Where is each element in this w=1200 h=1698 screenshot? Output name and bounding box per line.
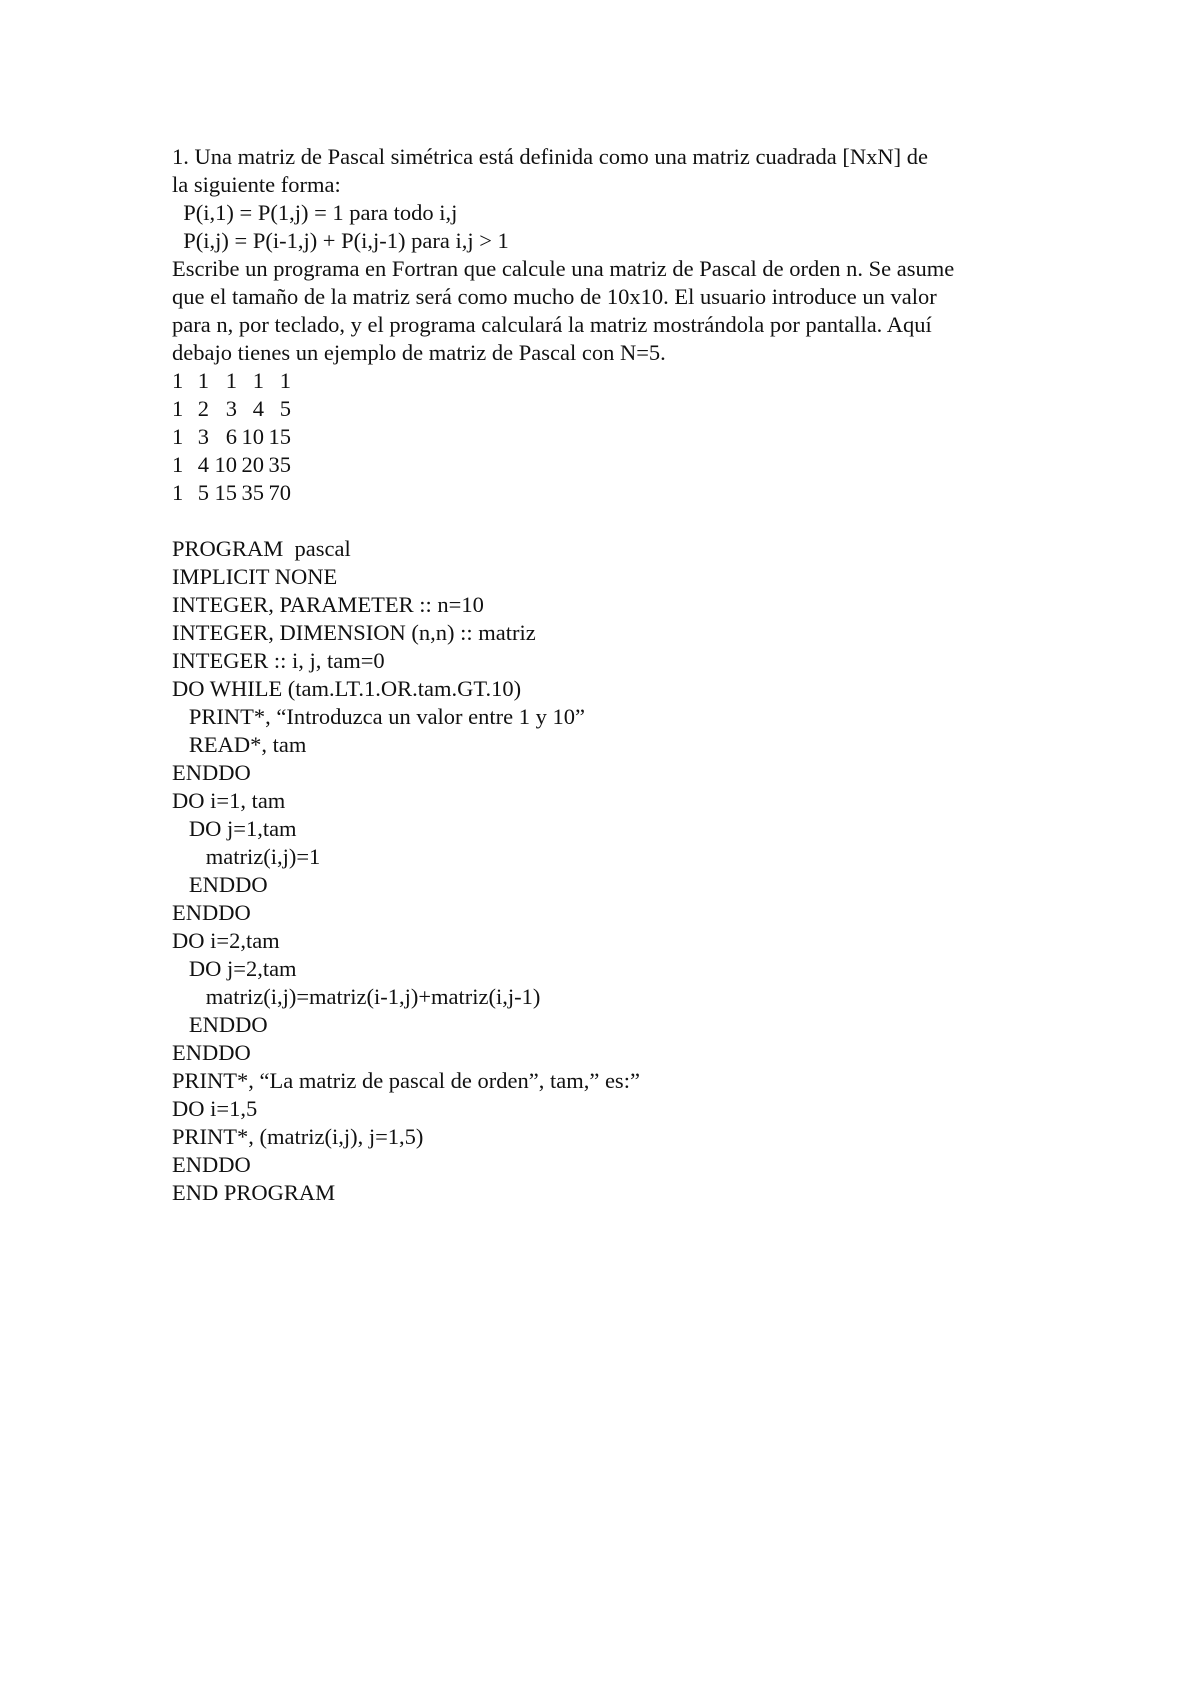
document-content [172, 143, 1052, 1207]
matrix-cell: 1 [225, 368, 237, 393]
matrix-cell: 4 [197, 452, 209, 477]
matrix-cell: 4 [252, 396, 264, 421]
code-line: DO i=1,5 [172, 1096, 258, 1121]
matrix-cell: 70 [268, 480, 291, 505]
code-line: matriz(i,j)=1 [172, 844, 321, 869]
formula-line: P(i,j) = P(i-1,j) + P(i,j-1) para i,j > 1 [172, 228, 509, 253]
code-line: PROGRAM pascal [172, 536, 351, 561]
matrix-cell: 15 [268, 424, 291, 449]
code-line: ENDDO [172, 1040, 251, 1065]
code-line: DO j=1,tam [172, 816, 297, 841]
matrix-cell: 1 [252, 368, 264, 393]
matrix-cell: 6 [225, 424, 237, 449]
matrix-cell: 15 [214, 480, 237, 505]
code-line: INTEGER, PARAMETER :: n=10 [172, 592, 484, 617]
code-line: DO i=2,tam [172, 928, 280, 953]
statement-line: que el tamaño de la matriz será como mucho de 10x10. El usuario introduce un valor [172, 284, 937, 309]
code-line: INTEGER, DIMENSION (n,n) :: matriz [172, 620, 536, 645]
code-line: PRINT*, “Introduzca un valor entre 1 y 10” [172, 704, 585, 729]
code-line: ENDDO [172, 1152, 251, 1177]
matrix-cell: 5 [279, 396, 291, 421]
matrix-cell: 1 [172, 480, 184, 505]
matrix-cell: 3 [197, 424, 209, 449]
matrix-row [172, 395, 1052, 423]
code-line: DO j=2,tam [172, 956, 297, 981]
matrix-cell: 35 [241, 480, 264, 505]
formula-line: P(i,1) = P(1,j) = 1 para todo i,j [172, 200, 458, 225]
matrix-cell: 3 [225, 396, 237, 421]
matrix-cell: 10 [214, 452, 237, 477]
matrix-cell: 1 [172, 424, 184, 449]
code-line: DO WHILE (tam.LT.1.OR.tam.GT.10) [172, 676, 522, 701]
code-line: READ*, tam [172, 732, 307, 757]
matrix-cell: 35 [268, 452, 291, 477]
matrix-cell: 5 [197, 480, 209, 505]
code-line: END PROGRAM [172, 1180, 336, 1205]
statement-line: la siguiente forma: [172, 172, 341, 197]
matrix-cell: 10 [241, 424, 264, 449]
fortran-program [172, 535, 1052, 1207]
code-line: ENDDO [172, 900, 251, 925]
code-line: DO i=1, tam [172, 788, 286, 813]
matrix-row [172, 451, 1052, 479]
blank-line [172, 507, 1052, 535]
matrix-cell: 1 [172, 452, 184, 477]
code-line: ENDDO [172, 872, 268, 897]
matrix-cell: 1 [172, 368, 184, 393]
code-line: ENDDO [172, 760, 251, 785]
code-line: PRINT*, “La matriz de pascal de orden”, tam,” es:” [172, 1068, 640, 1093]
matrix-cell: 20 [241, 452, 264, 477]
statement-line: Escribe un programa en Fortran que calcule una matriz de Pascal de orden n. Se asume [172, 256, 955, 281]
code-line: matriz(i,j)=matriz(i-1,j)+matriz(i,j-1) [172, 984, 541, 1009]
statement-line: debajo tienes un ejemplo de matriz de Pascal con N=5. [172, 340, 666, 365]
statement-line: para n, por teclado, y el programa calculará la matriz mostrándola por pantalla. Aquí [172, 312, 932, 337]
code-line: INTEGER :: i, j, tam=0 [172, 648, 385, 673]
code-line: PRINT*, (matriz(i,j), j=1,5) [172, 1124, 424, 1149]
matrix-row [172, 367, 1052, 395]
code-line: ENDDO [172, 1012, 268, 1037]
example-matrix [172, 367, 1052, 507]
matrix-cell: 1 [172, 396, 184, 421]
code-line: IMPLICIT NONE [172, 564, 338, 589]
problem-statement [172, 143, 1052, 367]
statement-line: 1. Una matriz de Pascal simétrica está definida como una matriz cuadrada [NxN] de [172, 144, 928, 169]
matrix-row [172, 479, 1052, 507]
matrix-cell: 1 [197, 368, 209, 393]
matrix-cell: 2 [197, 396, 209, 421]
matrix-cell: 1 [279, 368, 291, 393]
matrix-row [172, 423, 1052, 451]
